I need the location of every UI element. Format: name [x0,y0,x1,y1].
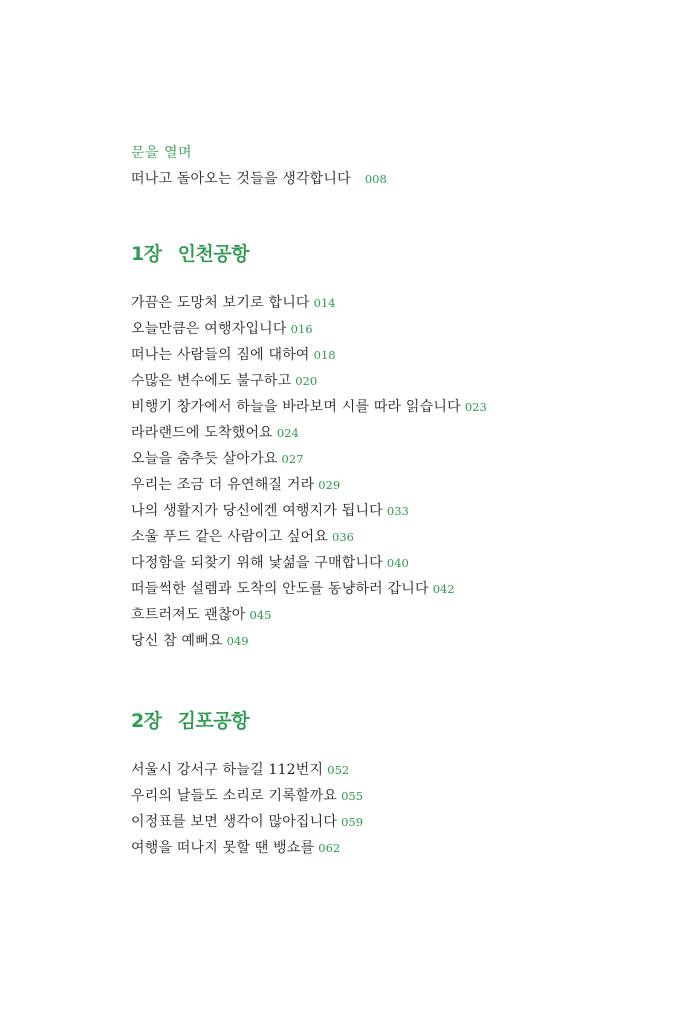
toc-entry [131,342,651,368]
toc-entry [131,783,651,809]
entry-page-number: 027 [281,452,304,466]
toc-entry [131,290,651,316]
chapter-1-section [131,240,651,654]
entry-title: 당신 참 예뻐요 [131,633,223,649]
entry-page-number: 059 [341,815,364,829]
chapter-title: 인천공항 [177,243,249,265]
entry-title: 소울 푸드 같은 사람이고 싶어요 [131,529,329,545]
toc-entry [131,602,651,628]
entry-title: 우리는 조금 더 유연해질 거라 [131,477,315,493]
entry-title: 나의 생활지가 당신에겐 여행지가 됩니다 [131,503,383,519]
entry-page-number: 033 [386,504,409,518]
toc-entry [131,757,651,783]
entry-page-number: 014 [313,296,336,310]
entry-page-number: 055 [341,789,364,803]
toc-entry [131,550,651,576]
toc-entry [131,420,651,446]
entry-page-number: 045 [249,608,272,622]
entry-title: 떠나는 사람들의 짐에 대하여 [131,347,310,363]
toc-entry [131,576,651,602]
toc-entry [131,809,651,835]
toc-entry [131,316,651,342]
entry-page-number: 049 [226,634,249,648]
entry-page-number: 029 [318,478,341,492]
intro-heading: 문을 열며 [131,145,193,161]
chapter-entry-list [131,290,651,654]
entry-page-number: 023 [464,400,487,414]
chapter-title: 김포공항 [177,710,249,732]
toc-entry [131,524,651,550]
entry-page-number: 040 [386,556,409,570]
chapter-entry-list [131,757,651,861]
entry-title: 이정표를 보면 생각이 많아집니다 [131,814,338,830]
entry-title: 서울시 강서구 하늘길 112번지 [131,762,324,778]
chapter-number: 2장 [131,710,162,732]
entry-page-number: 036 [332,530,354,544]
entry-title: 흐트러져도 괜찮아 [131,607,246,623]
entry-page-number: 024 [276,426,299,440]
entry-page-number: 042 [432,582,455,596]
toc-entry [131,472,651,498]
toc-entry [131,835,651,861]
chapter-heading [131,240,651,268]
entry-page-number: 016 [290,322,313,336]
entry-title: 오늘을 춤추듯 살아가요 [131,451,278,467]
entry-title: 가끔은 도망처 보기로 합니다 [131,295,310,311]
toc-entry [131,498,651,524]
toc-entry [131,628,651,654]
chapter-number: 1장 [131,243,162,265]
entry-page-number: 052 [327,763,350,777]
entry-page-number: 062 [318,841,341,855]
entry-title: 비행기 창가에서 하늘을 바라보며 시를 따라 읽습니다 [131,399,461,415]
entry-title: 떠들썩한 설렘과 도착의 안도를 동냥하러 갑니다 [131,581,429,597]
chapter-2-section [131,707,651,861]
toc-entry [131,446,651,472]
entry-title: 수많은 변수에도 불구하고 [131,373,292,389]
intro-section [131,140,651,192]
entry-page-number: 018 [313,348,336,362]
toc-entry [131,368,651,394]
entry-title: 오늘만큼은 여행자입니다 [131,321,287,337]
entry-title: 라라랜드에 도착했어요 [131,425,273,441]
entry-title: 다정함을 되찾기 위해 낯섦을 구매합니다 [131,555,383,571]
toc-entry [131,394,651,420]
entry-title: 우리의 날들도 소리로 기록할까요 [131,788,338,804]
toc-entry [131,166,651,192]
entry-page-number: 020 [295,374,318,388]
entry-title: 떠나고 돌아오는 것들을 생각합니다 [131,171,351,187]
entry-title: 여행을 떠나지 못할 땐 뱅쇼를 [131,840,315,856]
entry-page-number: 008 [364,172,387,186]
chapter-heading [131,707,651,735]
